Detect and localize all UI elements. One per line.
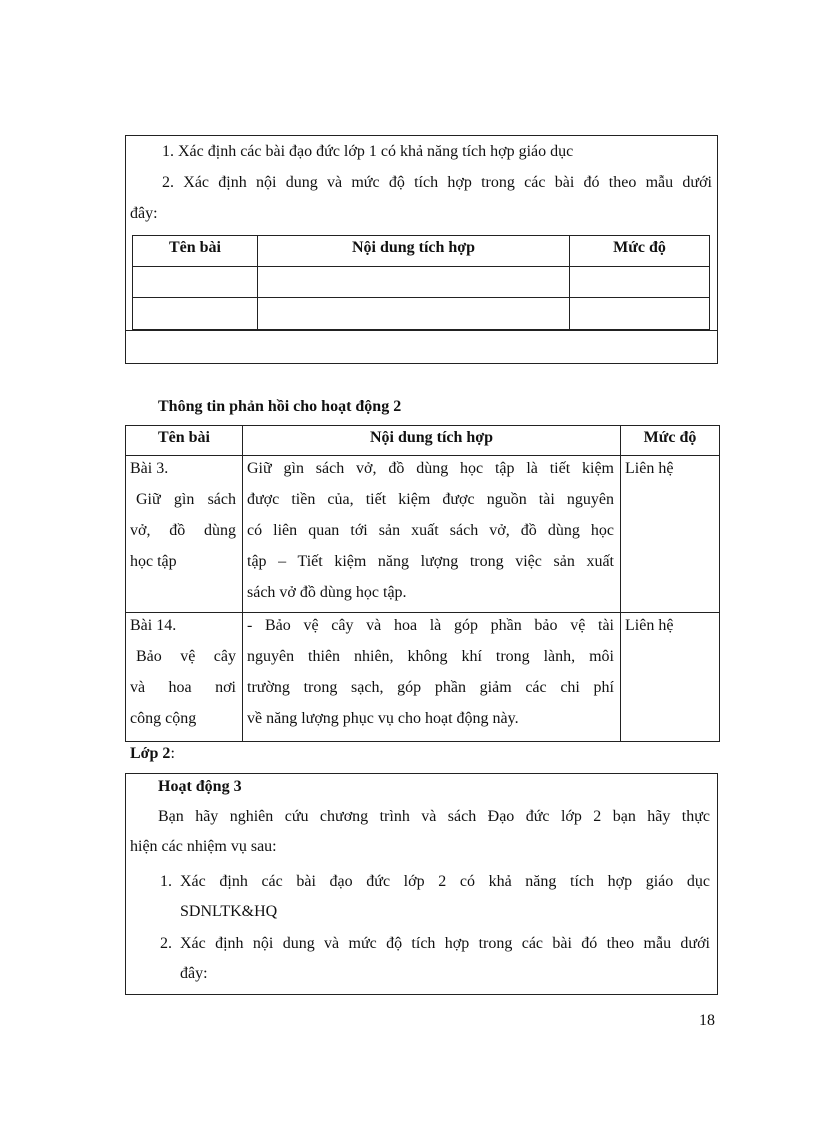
template-cell	[133, 298, 258, 330]
feedback-header-name: Tên bài	[126, 426, 243, 456]
task-1-text-cont: SDNLTK&HQ	[180, 903, 278, 920]
feedback-table	[125, 425, 720, 742]
template-cell	[570, 298, 710, 330]
task-2-text-cont: đây:	[130, 205, 158, 222]
template-cell	[133, 267, 258, 298]
activity-3-title: Hoạt động 3	[158, 778, 242, 795]
activity-3-intro-cont: hiện các nhiệm vụ sau:	[130, 838, 277, 855]
task-1-text: 1. Xác định các bài đạo đức lớp 1 có khả năng tích hợp giáo dục	[162, 143, 574, 160]
content-cell: Giữ gìn sách vở, đồ dùng học tập là tiết kiệm được tiền của, tiết kiệm được nguồn tài nguyên có liên quan tới sản xuất sách vở, đồ dùng học tập – Tiết kiệm năng lượng trong việc sản xuất sách vở đồ dùng học tập.	[243, 456, 621, 613]
page-number: 18	[699, 1012, 715, 1029]
activity-3-box	[125, 773, 718, 995]
task-2-text: Xác định nội dung và mức độ tích hợp trong các bài đó theo mẫu dưới	[180, 935, 710, 952]
template-header-name: Tên bài	[133, 236, 258, 267]
activity-3-intro: Bạn hãy nghiên cứu chương trình và sách Đạo đức lớp 2 bạn hãy thực	[158, 808, 710, 825]
table-row	[126, 456, 720, 613]
table-row	[126, 613, 720, 742]
template-header-level: Mức độ	[570, 236, 710, 267]
grade-2-heading: Lớp 2:	[130, 745, 175, 762]
content-cell: - Bảo vệ cây và hoa là góp phần bảo vệ tài nguyên thiên nhiên, không khí trong lành, môi trường trong sạch, góp phần giảm các chi phí về năng lượng phục vụ cho hoạt động này.	[243, 613, 621, 742]
feedback-header-level: Mức độ	[621, 426, 720, 456]
template-table	[132, 235, 710, 330]
feedback-header-content: Nội dung tích hợp	[243, 426, 621, 456]
template-cell	[570, 267, 710, 298]
template-cell	[258, 298, 570, 330]
task-2-text-cont: đây:	[180, 965, 208, 982]
lesson-name-cell: Bài 14. Bảo vệ cây và hoa nơi công cộng	[126, 613, 243, 742]
task-2-number: 2.	[160, 935, 172, 952]
feedback-title: Thông tin phản hồi cho hoạt động 2	[158, 398, 402, 415]
template-header-content: Nội dung tích hợp	[258, 236, 570, 267]
task-1-text: Xác định các bài đạo đức lớp 2 có khả năng tích hợp giáo dục	[180, 873, 710, 890]
box-divider	[126, 330, 717, 331]
task-1-number: 1.	[160, 873, 172, 890]
task-2-text: 2. Xác định nội dung và mức độ tích hợp trong các bài đó theo mẫu dưới	[162, 174, 712, 191]
template-cell	[258, 267, 570, 298]
level-cell: Liên hệ	[621, 613, 720, 742]
level-cell: Liên hệ	[621, 456, 720, 613]
lesson-name-cell: Bài 3. Giữ gìn sách vở, đồ dùng học tập	[126, 456, 243, 613]
activity-2-box	[125, 135, 718, 364]
